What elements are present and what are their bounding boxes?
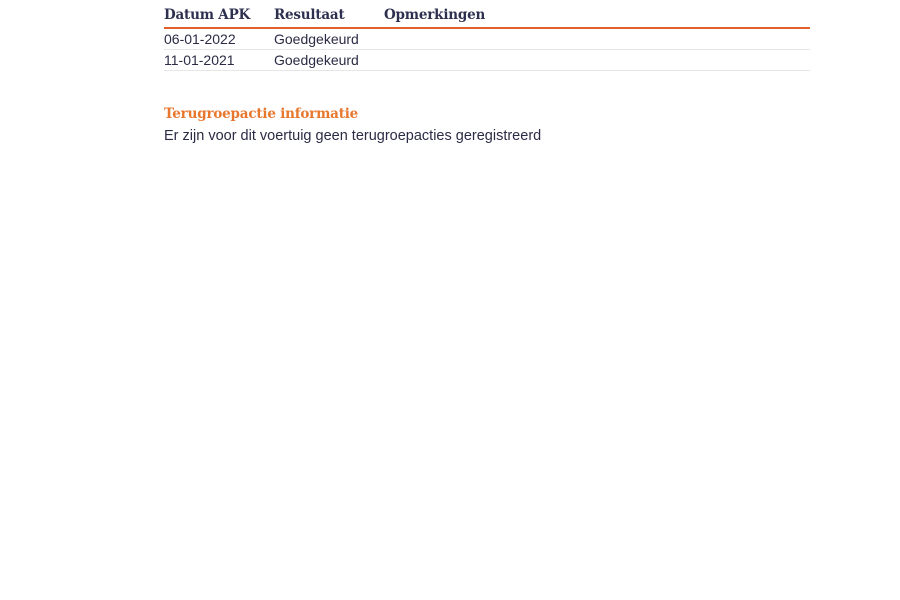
apk-date-cell: 06-01-2022 xyxy=(164,28,274,50)
recall-section-title: Terugroepactie informatie xyxy=(164,106,359,122)
apk-result-cell: Goedgekeurd xyxy=(274,50,384,71)
table-header-row xyxy=(164,5,810,28)
apk-date-cell: 11-01-2021 xyxy=(164,50,274,71)
column-header-datum-apk: Datum APK xyxy=(164,5,274,28)
apk-result-cell: Goedgekeurd xyxy=(274,28,384,50)
apk-remarks-cell xyxy=(384,28,810,50)
column-header-resultaat: Resultaat xyxy=(274,5,384,28)
apk-remarks-cell xyxy=(384,50,810,71)
apk-history-table xyxy=(164,5,810,71)
recall-section-text: Er zijn voor dit voertuig geen terugroepacties geregistreerd xyxy=(164,128,542,144)
column-header-opmerkingen: Opmerkingen xyxy=(384,5,810,28)
table-row xyxy=(164,50,810,71)
table-row xyxy=(164,28,810,50)
